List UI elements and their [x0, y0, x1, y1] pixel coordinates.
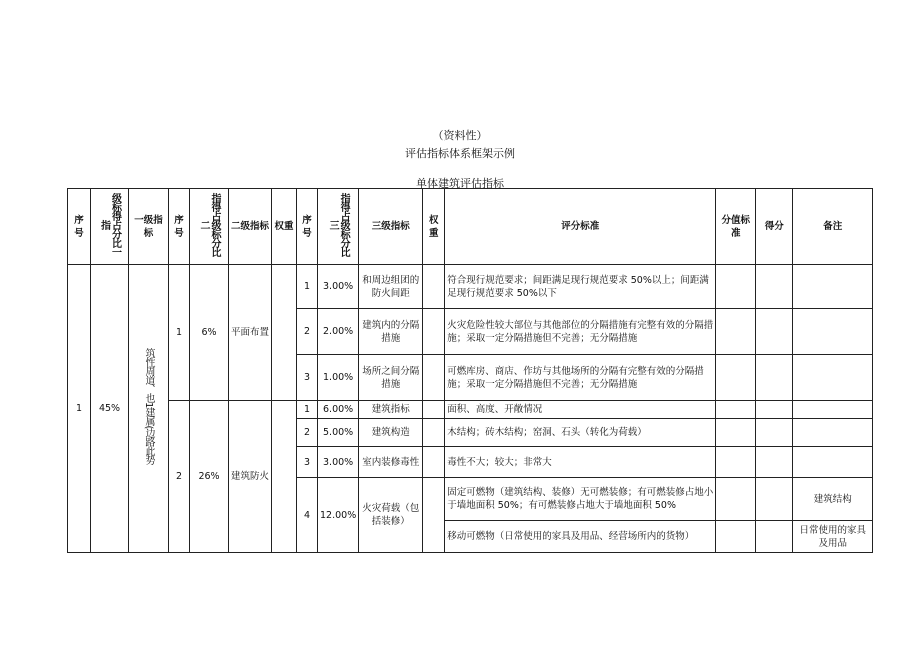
row-std — [716, 355, 756, 401]
header-pct2 — [190, 189, 229, 265]
row-criteria: 毒性不大；较大；非常大 — [445, 447, 716, 478]
row-pct: 2.00% — [318, 309, 359, 355]
row-weight — [423, 478, 445, 553]
row-seq: 2 — [297, 419, 318, 447]
row-pct: 6.00% — [318, 401, 359, 419]
row-seq: 1 — [297, 265, 318, 309]
row-weight — [423, 419, 445, 447]
row-score — [756, 521, 793, 553]
header-seq3: 序号 — [297, 189, 318, 265]
row-seq: 3 — [297, 355, 318, 401]
header-pct3 — [318, 189, 359, 265]
row-score — [756, 478, 793, 521]
evaluation-index-table — [67, 188, 873, 553]
row-weight — [423, 309, 445, 355]
header-pct3-text: 指得占级标分比三 — [327, 193, 350, 256]
row-remark — [793, 401, 873, 419]
row-name: 建筑内的分隔措施 — [359, 309, 423, 355]
row-name: 室内装修毒性 — [359, 447, 423, 478]
group1-weight — [272, 265, 297, 401]
group2-pct: 26% — [190, 401, 229, 553]
row-weight — [423, 447, 445, 478]
row-criteria: 面积、高度、开敞情况 — [445, 401, 716, 419]
row-remark — [793, 265, 873, 309]
header-remarks: 备注 — [793, 189, 873, 265]
group1-pct: 6% — [190, 265, 229, 401]
level1-seq: 1 — [68, 265, 91, 553]
row-remark — [793, 419, 873, 447]
header-score: 得分 — [756, 189, 793, 265]
row-std — [716, 478, 756, 521]
row-seq: 3 — [297, 447, 318, 478]
row-pct: 5.00% — [318, 419, 359, 447]
level1-name — [129, 265, 169, 553]
row-std — [716, 419, 756, 447]
row-pct: 3.00% — [318, 265, 359, 309]
row-criteria: 木结构；砖木结构；窑洞、石头（转化为荷载） — [445, 419, 716, 447]
row-weight — [423, 265, 445, 309]
row-name: 建筑指标 — [359, 401, 423, 419]
row-weight — [423, 401, 445, 419]
row-seq: 4 — [297, 478, 318, 553]
header-weight2: 权重 — [272, 189, 297, 265]
header-seq2: 序号 — [169, 189, 190, 265]
row-pct: 12.00% — [318, 478, 359, 553]
row-weight — [423, 355, 445, 401]
row-score — [756, 355, 793, 401]
header-row — [68, 189, 873, 265]
row-name: 建筑构造 — [359, 419, 423, 447]
row-seq: 2 — [297, 309, 318, 355]
row-std — [716, 521, 756, 553]
header-criteria: 评分标准 — [445, 189, 716, 265]
row-seq: 1 — [297, 401, 318, 419]
header-pct1 — [91, 189, 129, 265]
row-std — [716, 309, 756, 355]
row-criteria: 固定可燃物（建筑结构、装修）无可燃装修；有可燃装修占地小于墙地面积 50%；有可燃装修占地大于墙地面积 50% — [445, 478, 716, 521]
row-remark — [793, 309, 873, 355]
header-ind2: 二级指标 — [229, 189, 272, 265]
header-seq1: 序号 — [68, 189, 91, 265]
row-remark — [793, 447, 873, 478]
header-pct2-text: 指得占级标分比二 — [198, 193, 220, 256]
row-criteria: 移动可燃物（日常使用的家具及用品、经营场所内的货物） — [445, 521, 716, 553]
table-row — [68, 265, 873, 309]
row-score — [756, 265, 793, 309]
group2-weight — [272, 401, 297, 553]
row-criteria: 符合现行规范要求；间距满足现行规范要求 50%以上；间距满足现行规范要求 50%以下 — [445, 265, 716, 309]
row-score — [756, 419, 793, 447]
header-ind3: 三级指标 — [359, 189, 423, 265]
row-score — [756, 447, 793, 478]
group1-seq: 1 — [169, 265, 190, 401]
row-std — [716, 447, 756, 478]
header-weight3: 权重 — [423, 189, 445, 265]
header-std: 分值标准 — [716, 189, 756, 265]
group2-name: 建筑防火 — [229, 401, 272, 553]
row-criteria: 火灾危险性较大部位与其他部位的分隔措施有完整有效的分隔措施；采取一定分隔措施但不完善；无分隔措施 — [445, 309, 716, 355]
row-criteria: 可燃库房、商店、作坊与其他场所的分隔有完整有效的分隔措施；采取一定分隔措施但不完善；无分隔措施 — [445, 355, 716, 401]
row-name: 火灾荷载（包括装修） — [359, 478, 423, 553]
row-remark: 建筑结构 — [793, 478, 873, 521]
group2-seq: 2 — [169, 401, 190, 553]
row-std — [716, 265, 756, 309]
row-remark — [793, 355, 873, 401]
group1-name: 平面布置 — [229, 265, 272, 401]
row-std — [716, 401, 756, 419]
row-remark: 日常使用的家具及用品 — [793, 521, 873, 553]
table-row — [68, 401, 873, 419]
level1-name-text: 筑性周道、也1建属(边路此势 — [143, 348, 154, 465]
header-pct1-text: 级标得占分比一指 — [98, 193, 121, 256]
level1-pct: 45% — [91, 265, 129, 553]
row-pct: 1.00% — [318, 355, 359, 401]
row-score — [756, 401, 793, 419]
row-name: 场所之间分隔措施 — [359, 355, 423, 401]
row-pct: 3.00% — [318, 447, 359, 478]
row-name: 和周边组团的防火间距 — [359, 265, 423, 309]
appendix-note: （资料性） — [432, 129, 488, 142]
header-ind1: 一级指标 — [129, 189, 169, 265]
row-score — [756, 309, 793, 355]
document-title: 评估指标体系框架示例 — [405, 147, 515, 160]
table-caption: 单体建筑评估指标 — [416, 177, 504, 190]
